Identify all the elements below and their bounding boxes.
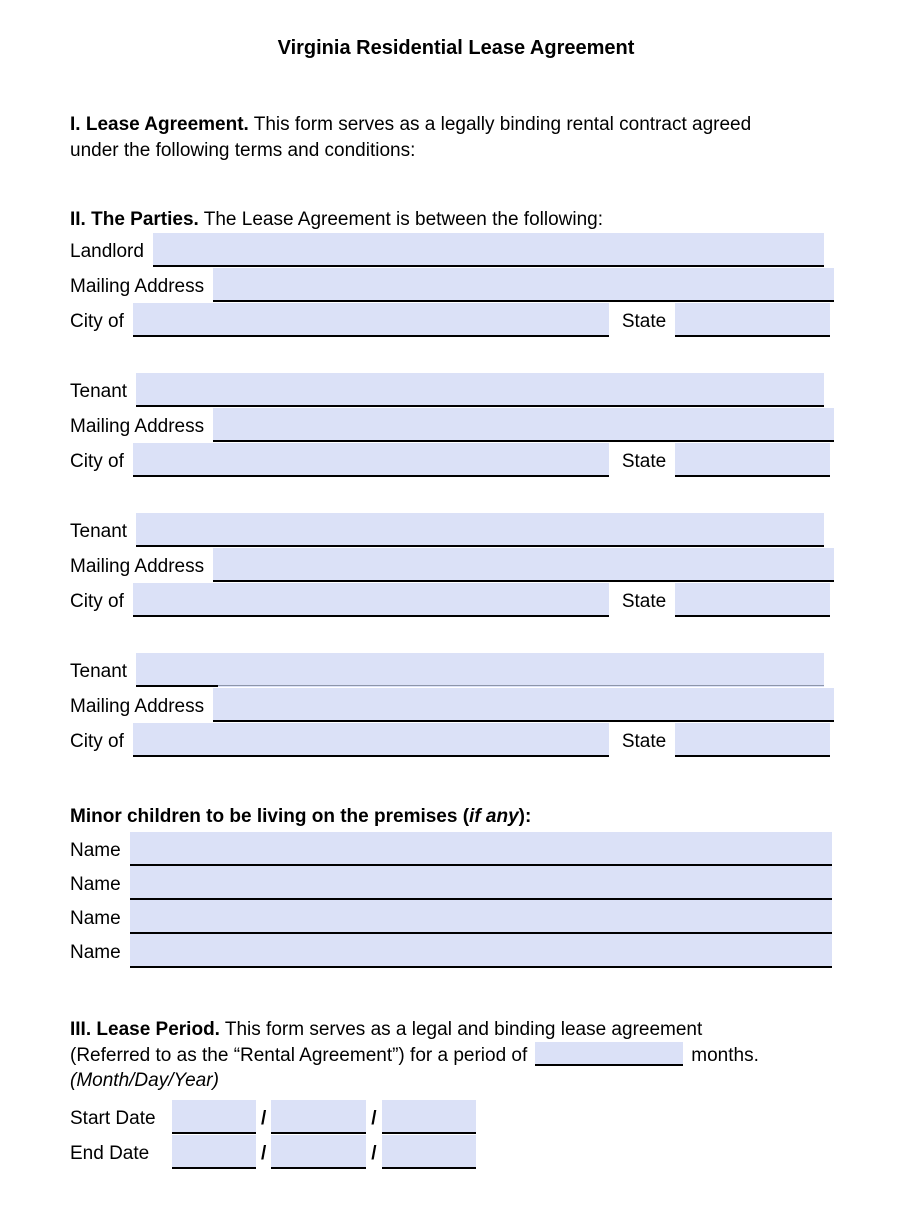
mailing-address-label: Mailing Address [70,416,205,437]
section-1-lease-agreement [70,112,842,164]
tenant-2-city-field[interactable] [133,583,609,617]
start-date-row [70,1100,842,1134]
child-name-field-3[interactable] [130,900,832,934]
tenant-3-name-field[interactable] [136,653,824,687]
date-separator: / [371,1108,377,1129]
document-title: Virginia Residential Lease Agreement [277,37,635,59]
date-separator: / [371,1143,377,1164]
landlord-name-field[interactable] [153,233,824,267]
section-3-heading: III. Lease Period. [70,1019,220,1040]
tenant-1-label: Tenant [70,381,128,402]
minor-children-text: Minor children to be living on the premises ( [70,806,470,827]
tenant-3-mailing-row [70,688,842,722]
tenant-1-city-field[interactable] [133,443,609,477]
child-name-field-1[interactable] [130,832,832,866]
section-3-text-line2: (Referred to as the “Rental Agreement”) for a period of [70,1045,528,1066]
lease-months-field[interactable] [535,1042,683,1066]
minor-children-name-list [70,832,842,968]
end-date-label: End Date [70,1143,150,1164]
name-label: Name [70,942,121,963]
child-name-row [70,832,842,866]
end-date-row [70,1135,842,1169]
city-of-label: City of [70,311,124,332]
name-label: Name [70,874,121,895]
city-of-label: City of [70,731,124,752]
tenant-2-label: Tenant [70,521,128,542]
section-1-text-line2: under the following terms and conditions: [70,140,416,161]
child-name-row [70,934,842,968]
tenant-2-state-field[interactable] [675,583,830,617]
minor-children-suffix: ): [518,806,532,827]
end-date-day-field[interactable] [271,1135,366,1169]
section-3-months-word: months. [691,1045,759,1066]
tenant-2-mailing-address-field[interactable] [213,548,834,582]
tenant-1-mailing-address-field[interactable] [213,408,834,442]
tenant-2-block [70,513,842,617]
tenant-2-name-field[interactable] [136,513,824,547]
name-label: Name [70,840,121,861]
tenant-3-block [70,653,842,757]
mailing-address-label: Mailing Address [70,696,205,717]
end-date-month-field[interactable] [172,1135,256,1169]
section-3-lease-period [70,1017,842,1068]
state-label: State [621,731,667,752]
landlord-block [70,233,842,337]
mailing-address-label: Mailing Address [70,276,205,297]
section-1-text: This form serves as a legally binding rental contract agreed [248,114,752,135]
tenant-3-label: Tenant [70,661,128,682]
section-1-heading: I. Lease Agreement. [70,114,249,135]
mailing-address-label: Mailing Address [70,556,205,577]
tenant-2-name-row [70,513,842,547]
tenant-1-block [70,373,842,477]
state-label: State [621,591,667,612]
city-of-label: City of [70,591,124,612]
tenant-2-city-state-row [70,583,842,617]
tenant-1-name-row [70,373,842,407]
tenant-3-city-state-row [70,723,842,757]
section-2-heading: II. The Parties. [70,209,199,230]
section-3-text: This form serves as a legal and binding lease agreement [219,1019,703,1040]
date-separator: / [261,1143,267,1164]
child-name-row [70,866,842,900]
minor-children-if-any: if any [469,806,519,827]
tenant-3-name-row [70,653,842,687]
end-date-year-field[interactable] [382,1135,476,1169]
child-name-field-2[interactable] [130,866,832,900]
landlord-name-row [70,233,842,267]
tenant-1-name-field[interactable] [136,373,824,407]
tenant-2-mailing-row [70,548,842,582]
tenant-3-mailing-address-field[interactable] [213,688,834,722]
minor-children-heading [70,804,842,830]
tenant-1-mailing-row [70,408,842,442]
landlord-state-field[interactable] [675,303,830,337]
landlord-mailing-row [70,268,842,302]
name-label: Name [70,908,121,929]
landlord-city-field[interactable] [133,303,609,337]
landlord-mailing-address-field[interactable] [213,268,834,302]
start-date-label: Start Date [70,1108,156,1129]
child-name-row [70,900,842,934]
child-name-field-4[interactable] [130,934,832,968]
tenant-1-state-field[interactable] [675,443,830,477]
tenant-3-state-field[interactable] [675,723,830,757]
city-of-label: City of [70,451,124,472]
start-date-day-field[interactable] [271,1100,366,1134]
landlord-label: Landlord [70,241,144,262]
state-label: State [621,451,667,472]
start-date-month-field[interactable] [172,1100,256,1134]
section-2-text: The Lease Agreement is between the following: [198,209,604,230]
date-format-note: (Month/Day/Year) [70,1070,219,1091]
section-2-the-parties [70,207,842,233]
state-label: State [621,311,667,332]
date-separator: / [261,1108,267,1129]
tenant-3-city-field[interactable] [133,723,609,757]
tenant-1-city-state-row [70,443,842,477]
start-date-year-field[interactable] [382,1100,476,1134]
landlord-city-state-row [70,303,842,337]
